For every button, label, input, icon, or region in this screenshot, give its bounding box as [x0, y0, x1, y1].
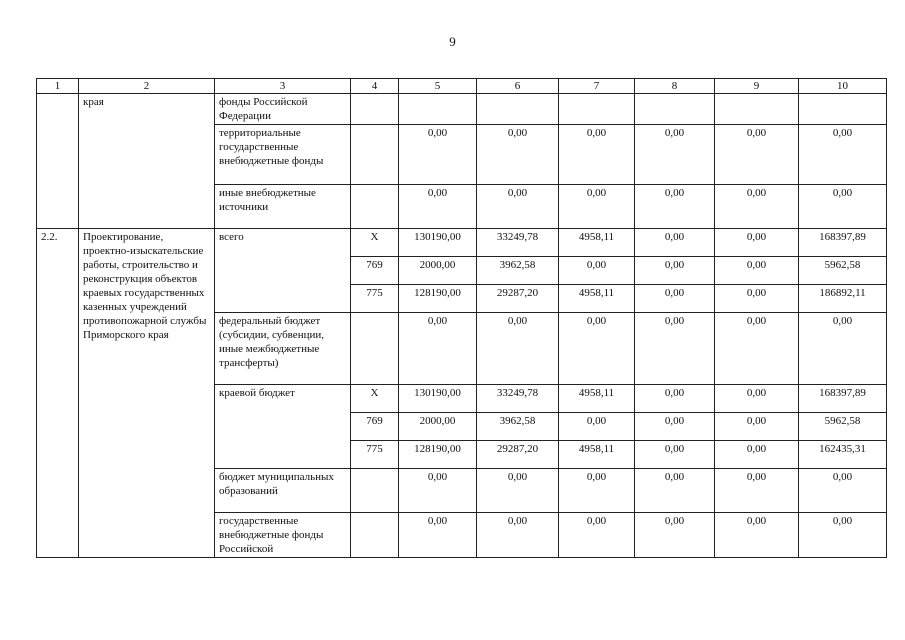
- value-cell: 0,00: [635, 313, 715, 385]
- value-cell: 3962,58: [477, 413, 559, 441]
- value-cell: 0,00: [477, 185, 559, 229]
- value-cell: 168397,89: [799, 385, 887, 413]
- column-header: 2: [79, 79, 215, 94]
- value-cell: 33249,78: [477, 229, 559, 257]
- value-cell: 130190,00: [399, 229, 477, 257]
- source-cell: фонды Российской Федерации: [215, 94, 351, 125]
- value-cell: 0,00: [399, 125, 477, 185]
- value-cell: 0,00: [477, 469, 559, 513]
- source-cell: государственные внебюджетные фонды Российской: [215, 513, 351, 558]
- value-cell: 0,00: [715, 185, 799, 229]
- budget-table: [36, 78, 887, 558]
- value-cell: 162435,31: [799, 441, 887, 469]
- value-cell: 168397,89: [799, 229, 887, 257]
- row-number-cell: 2.2.: [37, 229, 79, 558]
- value-cell: 0,00: [635, 413, 715, 441]
- value-cell: 4958,11: [559, 441, 635, 469]
- value-cell: 0,00: [559, 185, 635, 229]
- value-cell: 0,00: [399, 513, 477, 558]
- column-header: 8: [635, 79, 715, 94]
- value-cell: 0,00: [399, 313, 477, 385]
- value-cell: 33249,78: [477, 385, 559, 413]
- value-cell: 0,00: [477, 125, 559, 185]
- value-cell: 4958,11: [559, 385, 635, 413]
- value-cell: 0,00: [635, 513, 715, 558]
- value-cell: 29287,20: [477, 285, 559, 313]
- value-cell: 128190,00: [399, 441, 477, 469]
- value-cell: 0,00: [399, 185, 477, 229]
- value-cell: 0,00: [799, 313, 887, 385]
- value-cell: 0,00: [635, 185, 715, 229]
- code-cell: [351, 469, 399, 513]
- value-cell: 0,00: [799, 125, 887, 185]
- value-cell: [715, 94, 799, 125]
- value-cell: 2000,00: [399, 257, 477, 285]
- value-cell: 0,00: [635, 257, 715, 285]
- value-cell: 0,00: [635, 385, 715, 413]
- value-cell: [559, 94, 635, 125]
- value-cell: 128190,00: [399, 285, 477, 313]
- value-cell: 0,00: [559, 125, 635, 185]
- value-cell: 0,00: [715, 313, 799, 385]
- page-number: 9: [449, 34, 456, 49]
- code-cell: 775: [351, 441, 399, 469]
- column-header: 7: [559, 79, 635, 94]
- table-row: [37, 94, 887, 125]
- code-cell: 775: [351, 285, 399, 313]
- value-cell: 0,00: [715, 441, 799, 469]
- column-header: 3: [215, 79, 351, 94]
- value-cell: 5962,58: [799, 413, 887, 441]
- value-cell: 0,00: [799, 469, 887, 513]
- source-cell: федеральный бюджет (субсидии, субвенции, иные межбюджетные трансферты): [215, 313, 351, 385]
- value-cell: 0,00: [477, 513, 559, 558]
- value-cell: 0,00: [635, 469, 715, 513]
- column-header: 4: [351, 79, 399, 94]
- code-cell: [351, 125, 399, 185]
- column-header: 1: [37, 79, 79, 94]
- value-cell: 0,00: [635, 441, 715, 469]
- value-cell: [399, 94, 477, 125]
- column-header: 9: [715, 79, 799, 94]
- value-cell: 2000,00: [399, 413, 477, 441]
- source-cell: иные внебюджетные источники: [215, 185, 351, 229]
- code-cell: [351, 313, 399, 385]
- value-cell: [635, 94, 715, 125]
- code-cell: X: [351, 229, 399, 257]
- value-cell: [477, 94, 559, 125]
- source-cell: всего: [215, 229, 351, 313]
- value-cell: 0,00: [559, 469, 635, 513]
- value-cell: [799, 94, 887, 125]
- column-header: 5: [399, 79, 477, 94]
- value-cell: 4958,11: [559, 229, 635, 257]
- value-cell: 0,00: [715, 413, 799, 441]
- value-cell: 0,00: [635, 285, 715, 313]
- table-row: [37, 229, 887, 257]
- row-number-cell: [37, 94, 79, 229]
- header-row: [37, 79, 887, 94]
- description-cell: края: [79, 94, 215, 229]
- value-cell: 0,00: [635, 229, 715, 257]
- value-cell: 0,00: [799, 185, 887, 229]
- code-cell: [351, 185, 399, 229]
- value-cell: 0,00: [559, 413, 635, 441]
- value-cell: 0,00: [399, 469, 477, 513]
- value-cell: 0,00: [715, 229, 799, 257]
- source-cell: бюджет муниципальных образований: [215, 469, 351, 513]
- value-cell: 5962,58: [799, 257, 887, 285]
- value-cell: 0,00: [477, 313, 559, 385]
- budget-table-body: [37, 79, 887, 558]
- code-cell: [351, 513, 399, 558]
- source-cell: краевой бюджет: [215, 385, 351, 469]
- value-cell: 186892,11: [799, 285, 887, 313]
- column-header: 10: [799, 79, 887, 94]
- value-cell: 0,00: [559, 257, 635, 285]
- value-cell: 0,00: [559, 513, 635, 558]
- value-cell: 0,00: [559, 313, 635, 385]
- value-cell: 0,00: [715, 385, 799, 413]
- source-cell: территориальные государственные внебюджетные фонды: [215, 125, 351, 185]
- value-cell: 29287,20: [477, 441, 559, 469]
- code-cell: 769: [351, 413, 399, 441]
- value-cell: 0,00: [715, 469, 799, 513]
- value-cell: 0,00: [799, 513, 887, 558]
- value-cell: 0,00: [715, 513, 799, 558]
- code-cell: [351, 94, 399, 125]
- value-cell: 0,00: [715, 285, 799, 313]
- code-cell: X: [351, 385, 399, 413]
- value-cell: 0,00: [715, 125, 799, 185]
- code-cell: 769: [351, 257, 399, 285]
- value-cell: 0,00: [635, 125, 715, 185]
- description-cell: Проектирование, проектно-изыскательские работы, строительство и реконструкция объектов краевых государственных казенных учреждений противопожарной службы Приморского края: [79, 229, 215, 558]
- column-header: 6: [477, 79, 559, 94]
- value-cell: 4958,11: [559, 285, 635, 313]
- value-cell: 3962,58: [477, 257, 559, 285]
- value-cell: 130190,00: [399, 385, 477, 413]
- value-cell: 0,00: [715, 257, 799, 285]
